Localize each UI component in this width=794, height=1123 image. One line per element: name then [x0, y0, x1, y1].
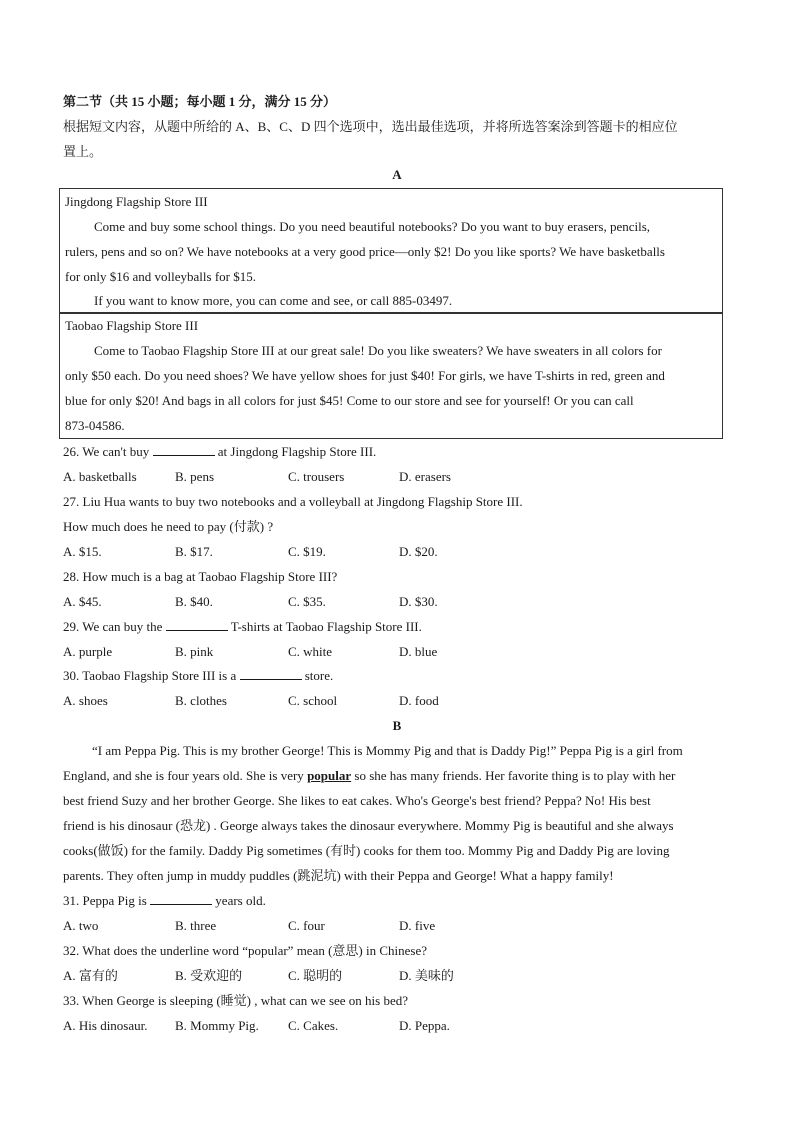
option-c[interactable]: C. school [288, 693, 338, 708]
question-27: 27. Liu Hua wants to buy two notebooks and a volleyball at Jingdong Flagship Store III. [63, 494, 523, 509]
option-b[interactable]: B. pink [175, 644, 214, 659]
section-title: 第二节（共 15 小题；每小题 1 分，满分 15 分） [63, 94, 337, 109]
answer-blank [166, 616, 228, 631]
passage-b-line: “I am Peppa Pig. This is my brother George! This is Mommy Pig and that is Daddy Pig!” Peppa Pig is a girl from [92, 743, 683, 758]
option-d[interactable]: D. Peppa. [399, 1018, 450, 1033]
option-a[interactable]: A. 富有的 [63, 968, 118, 983]
store1-line: rulers, pens and so on? We have notebooks at a very good price—only $2! Do you like sports? We have basketballs [65, 244, 665, 259]
passage-b-line: friend is his dinosaur (恐龙) . George always takes the dinosaur everywhere. Mommy Pig is beautiful and she always [63, 818, 674, 833]
store2-box [59, 312, 723, 439]
popular-word: popular [307, 768, 352, 783]
option-c[interactable]: C. trousers [288, 469, 345, 484]
option-b[interactable]: B. $17. [175, 544, 213, 559]
option-c[interactable]: C. $19. [288, 544, 326, 559]
option-c[interactable]: C. 聪明的 [288, 968, 343, 983]
option-d[interactable]: D. food [399, 693, 439, 708]
option-b[interactable]: B. Mommy Pig. [175, 1018, 259, 1033]
option-a[interactable]: A. shoes [63, 693, 108, 708]
question-31 [63, 888, 266, 913]
answer-blank [150, 890, 212, 905]
store2-line: blue for only $20! And bags in all colors for just $45! Come to our store and see for yourself! Or you can call [65, 393, 634, 408]
answer-blank [240, 665, 302, 680]
passage-b-line: parents. They often jump in muddy puddles (跳泥坑) with their Peppa and George! What a happy family! [63, 868, 614, 883]
option-d[interactable]: D. blue [399, 644, 438, 659]
option-c[interactable]: C. $35. [288, 594, 326, 609]
question-29 [63, 614, 422, 639]
option-d[interactable]: D. erasers [399, 469, 451, 484]
store1-line: Come and buy some school things. Do you need beautiful notebooks? Do you want to buy erasers, pencils, [94, 219, 651, 234]
question-33: 33. When George is sleeping (睡觉) , what can we see on his bed? [63, 993, 409, 1008]
question-27-line-2: How much does he need to pay (付款) ? [63, 519, 274, 534]
option-c[interactable]: C. white [288, 644, 333, 659]
option-b[interactable]: B. pens [175, 469, 214, 484]
question-text: 31. Peppa Pig is [63, 893, 151, 908]
option-a[interactable]: A. purple [63, 644, 113, 659]
store2-line: only $50 each. Do you need shoes? We have yellow shoes for just $40! For girls, we have T-shirts in red, green and [65, 368, 665, 383]
option-c[interactable]: C. four [288, 918, 325, 933]
option-d[interactable]: D. $20. [399, 544, 438, 559]
question-30 [63, 663, 333, 688]
option-a[interactable]: A. His dinosaur. [63, 1018, 148, 1033]
store1-name: Jingdong Flagship Store III [65, 194, 208, 209]
store2-line: Come to Taobao Flagship Store III at our great sale! Do you like sweaters? We have sweaters in all colors for [94, 343, 662, 358]
option-b[interactable]: B. 受欢迎的 [175, 968, 243, 983]
question-32: 32. What does the underline word “popular” mean (意思) in Chinese? [63, 943, 428, 958]
instruction-line-2: 置上。 [63, 144, 103, 159]
question-text: 30. Taobao Flagship Store III is a [63, 668, 240, 683]
option-b[interactable]: B. $40. [175, 594, 213, 609]
option-a[interactable]: A. two [63, 918, 99, 933]
store1-line: for only $16 and volleyballs for $15. [65, 269, 256, 284]
question-text: 26. We can't buy [63, 444, 153, 459]
question-text: at Jingdong Flagship Store III. [214, 444, 377, 459]
option-d[interactable]: D. five [399, 918, 436, 933]
question-text: T-shirts at Taobao Flagship Store III. [227, 619, 422, 634]
option-b[interactable]: B. clothes [175, 693, 227, 708]
question-text: years old. [212, 893, 266, 908]
passage-text: England, and she is four years old. She is very [63, 768, 308, 783]
passage-b-line: best friend Suzy and her brother George. She likes to eat cakes. Who's George's best friend? Peppa? No! His best [63, 793, 651, 808]
option-a[interactable]: A. $15. [63, 544, 102, 559]
question-28: 28. How much is a bag at Taobao Flagship Store III? [63, 569, 338, 584]
passage-b-line [63, 763, 675, 788]
option-d[interactable]: D. $30. [399, 594, 438, 609]
option-a[interactable]: A. basketballs [63, 469, 137, 484]
instruction-line-1: 根据短文内容，从题中所给的 A、B、C、D 四个选项中，选出最佳选项，并将所选答案涂到答题卡的相应位 [63, 119, 678, 134]
store2-line: 873-04586. [65, 418, 125, 433]
option-c[interactable]: C. Cakes. [288, 1018, 339, 1033]
store2-name: Taobao Flagship Store III [65, 318, 199, 333]
answer-blank [153, 441, 215, 456]
option-a[interactable]: A. $45. [63, 594, 102, 609]
store1-box [59, 188, 723, 314]
passage-a-label: A [392, 167, 402, 182]
passage-text: so she has many friends. Her favorite thing is to play with her [351, 768, 676, 783]
question-text: store. [301, 668, 334, 683]
passage-b-label: B [392, 718, 402, 733]
question-26 [63, 439, 376, 464]
option-d[interactable]: D. 美味的 [399, 968, 454, 983]
option-b[interactable]: B. three [175, 918, 217, 933]
passage-b-line: cooks(做饭) for the family. Daddy Pig sometimes (有时) cooks for them too. Mommy Pig and Daddy Pig are loving [63, 843, 670, 858]
question-text: 29. We can buy the [63, 619, 166, 634]
store1-line: If you want to know more, you can come and see, or call 885-03497. [94, 293, 453, 308]
